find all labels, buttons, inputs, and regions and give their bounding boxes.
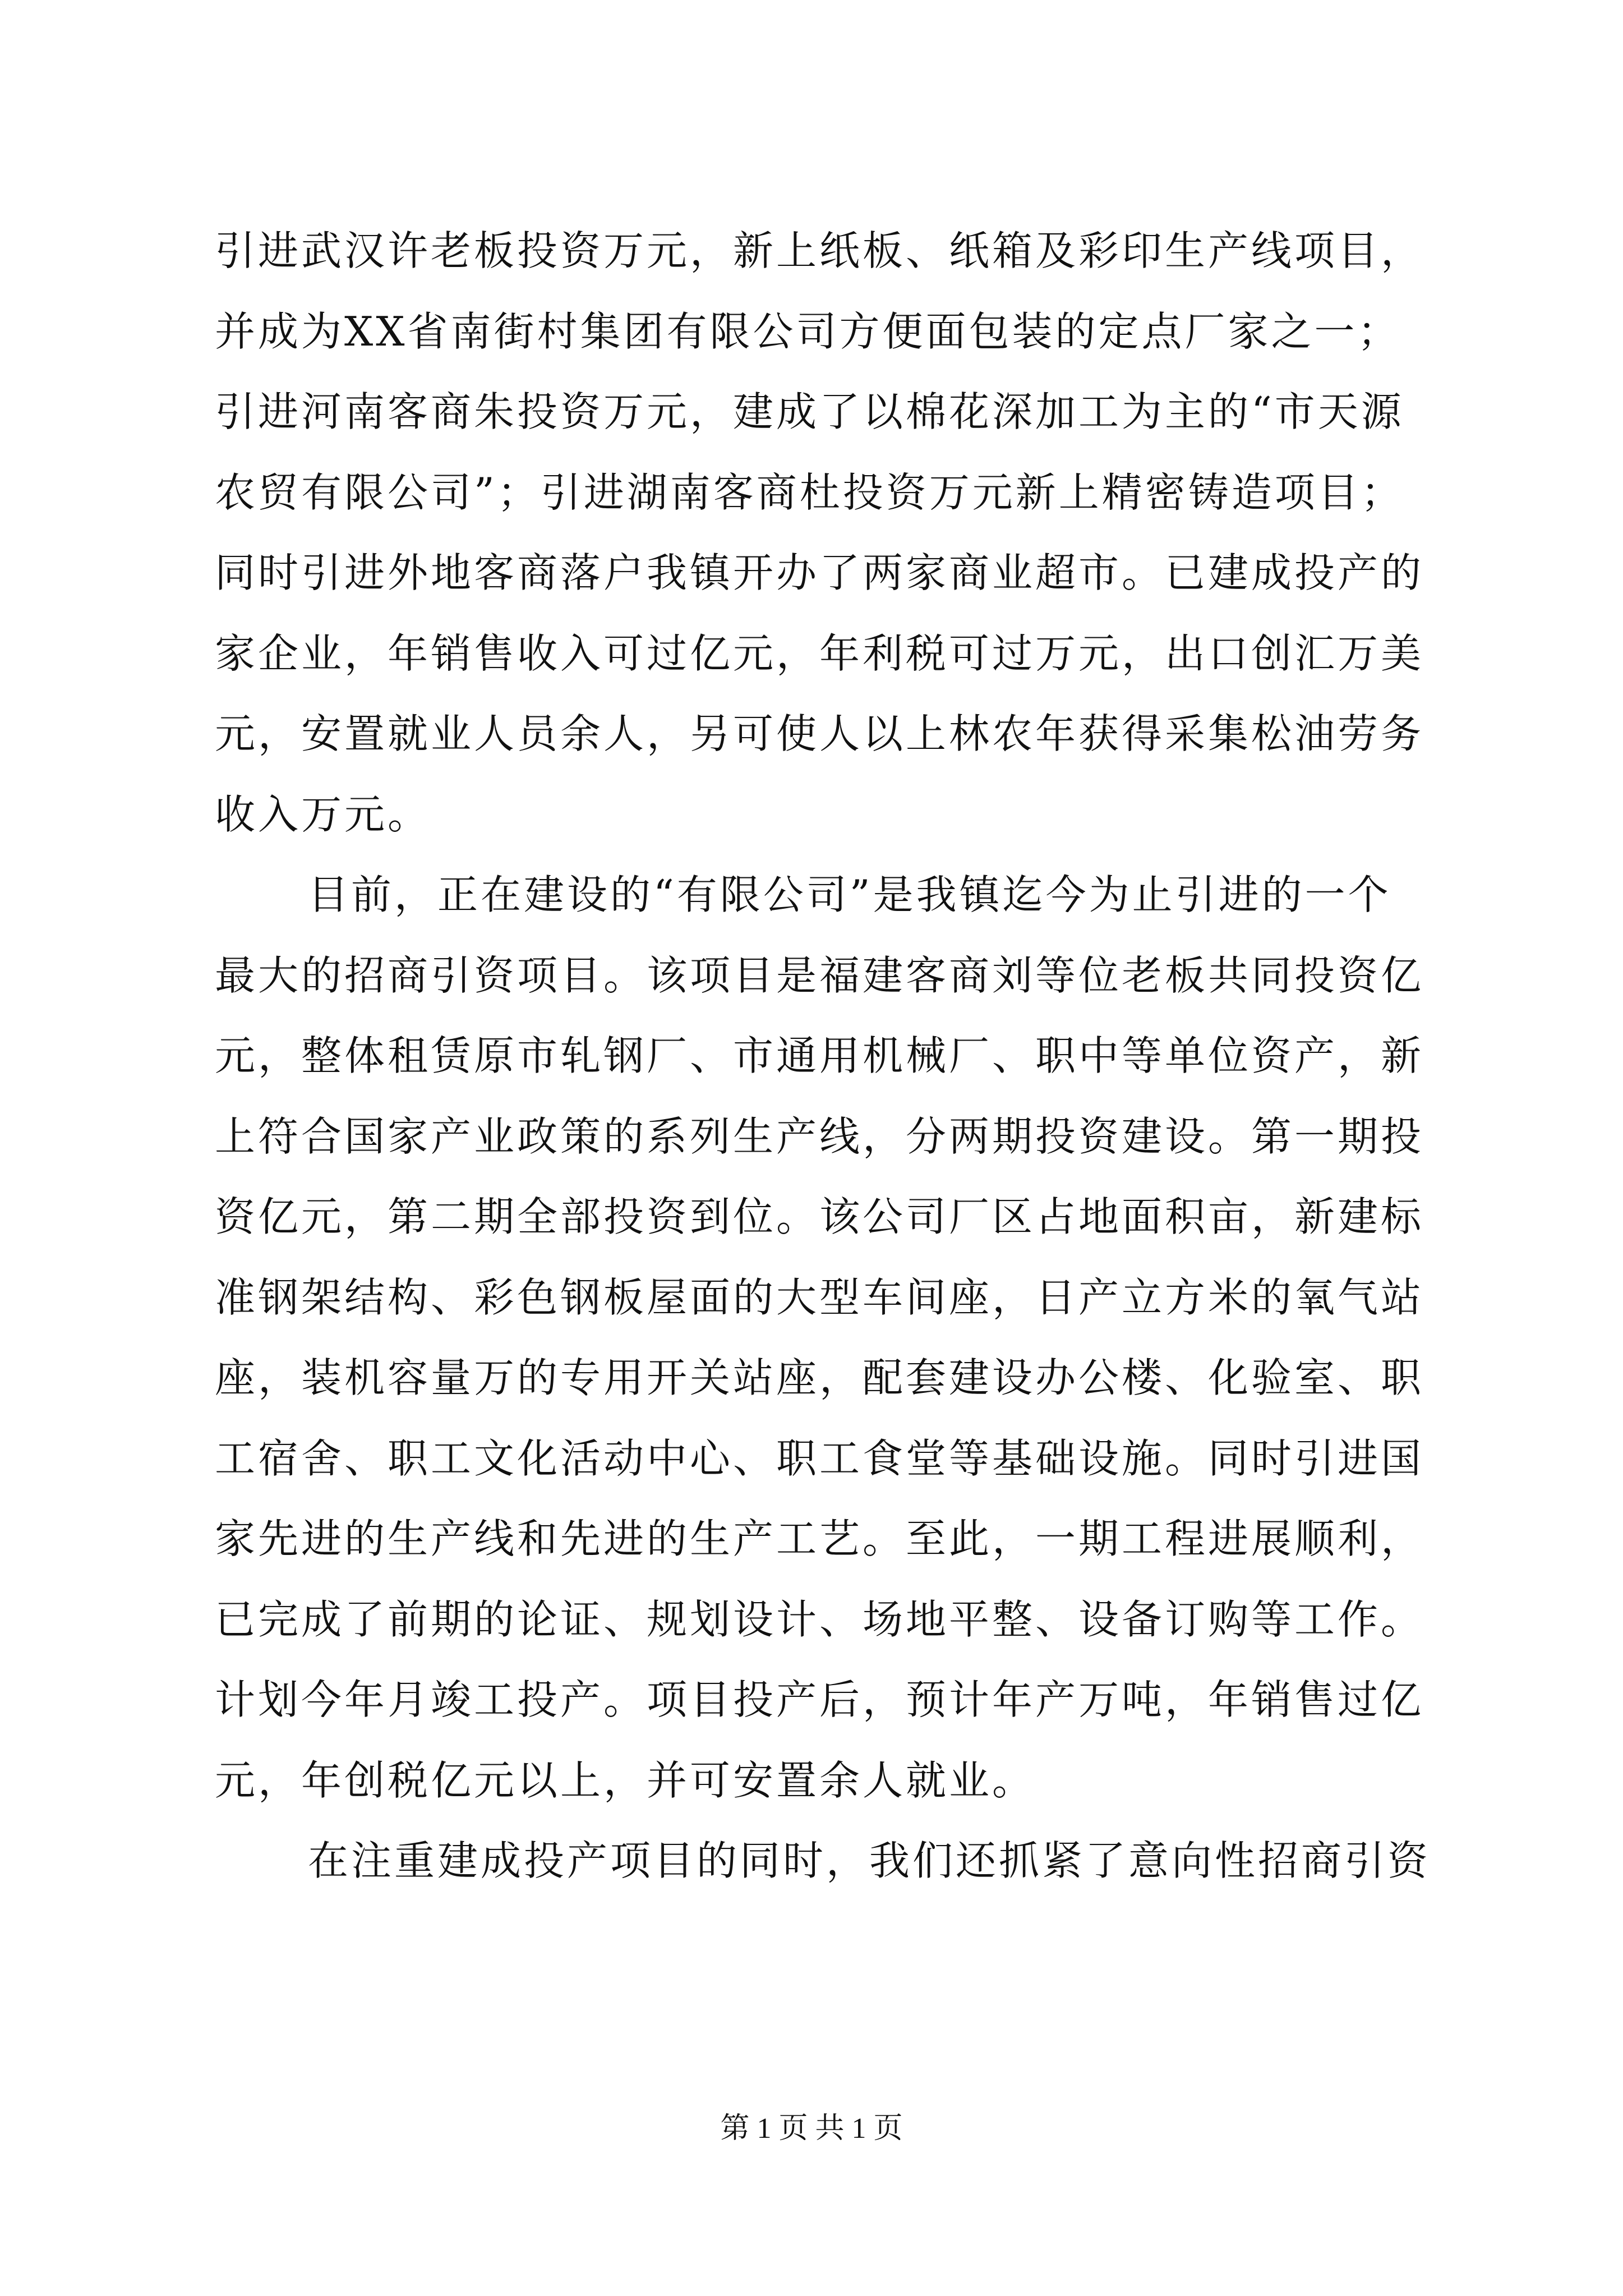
text-line: 引进武汉许老板投资万元，新上纸板、纸箱及彩印生产线项目，	[215, 227, 1424, 274]
text-line: 资亿元，第二期全部投资到位。该公司厂区占地面积亩，新建标	[215, 1193, 1424, 1240]
paragraph	[215, 211, 1426, 855]
paragraph	[215, 1821, 1431, 1902]
text-line: 准钢架结构、彩色钢板屋面的大型车间座，日产立方米的氧气站	[215, 1273, 1424, 1321]
text-line: 农贸有限公司”；引进湖南客商杜投资万元新上精密铸造项目；	[215, 468, 1404, 516]
text-line: 引进河南客商朱投资万元，建成了以棉花深加工为主的“市天源	[215, 388, 1404, 435]
text-line: 计划今年月竣工投产。项目投产后，预计年产万吨，年销售过亿	[215, 1676, 1424, 1723]
page-number: 第 1 页 共 1 页	[720, 2113, 903, 2145]
page-footer	[0, 2106, 1623, 2151]
text-line: 最大的招商引资项目。该项目是福建客商刘等位老板共同投资亿	[215, 951, 1424, 999]
paragraph	[215, 855, 1426, 1821]
text-line: 元，年创税亿元以上，并可安置余人就业。	[215, 1756, 1036, 1804]
text-line: 元，整体租赁原市轧钢厂、市通用机械厂、职中等单位资产，新	[215, 1032, 1424, 1079]
text-line: 同时引进外地客商落户我镇开办了两家商业超市。已建成投产的	[215, 549, 1424, 596]
text-line: 并成为XX省南街村集团有限公司方便面包装的定点厂家之一；	[215, 307, 1401, 355]
text-line: 座，装机容量万的专用开关站座，配套建设办公楼、化验室、职	[215, 1354, 1424, 1401]
text-line: 家企业，年销售收入可过亿元，年利税可过万元，出口创汇万美	[215, 629, 1424, 677]
text-line: 收入万元。	[215, 790, 431, 838]
text-line: 在注重建成投产项目的同时，我们还抓紧了意向性招商引资	[308, 1837, 1431, 1884]
text-line: 目前，正在建设的“有限公司”是我镇迄今为止引进的一个	[308, 871, 1391, 918]
body-text	[215, 211, 1431, 1902]
text-line: 工宿舍、职工文化活动中心、职工食堂等基础设施。同时引进国	[215, 1434, 1424, 1482]
text-line: 家先进的生产线和先进的生产工艺。至此，一期工程进展顺利，	[215, 1515, 1424, 1562]
text-line: 上符合国家产业政策的系列生产线，分两期投资建设。第一期投	[215, 1112, 1424, 1160]
text-line: 已完成了前期的论证、规划设计、场地平整、设备订购等工作。	[215, 1595, 1424, 1643]
text-line: 元，安置就业人员余人，另可使人以上林农年获得采集松油劳务	[215, 710, 1424, 757]
